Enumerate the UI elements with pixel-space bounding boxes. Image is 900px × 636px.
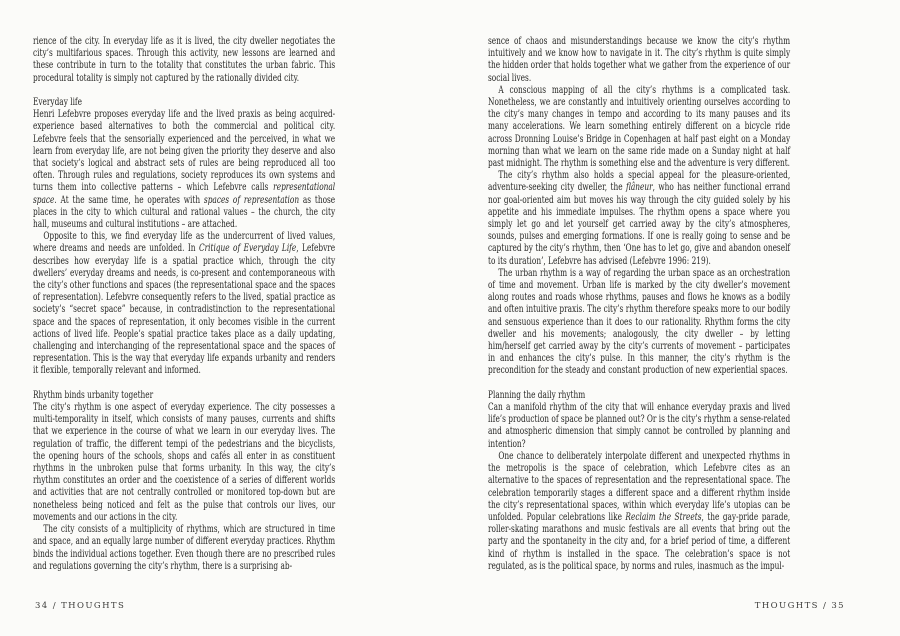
- italic-text-run: flâneur: [625, 182, 653, 194]
- body-paragraph: [488, 36, 790, 85]
- left-page-text-column: [33, 36, 335, 573]
- left-page-footer: 34 / THOUGHTS: [35, 601, 126, 611]
- section-heading: Everyday life: [33, 97, 83, 108]
- text-run: A conscious mapping of all the city’s rhythms is a complicated task. Nonetheless, we are constantly and intuitively orienting ourselves according to the city’s many changes in tempo and according to its many pauses and its many accelerations. We learn something entirely different on a bicycle ride across Dronning Louise’s Bridge in Copenhagen at half past eight on a Monday morning than what we learn on the same ride made on a Sunday night at half past midnight. The rhythm is something else and the adventure is very different.: [488, 84, 791, 170]
- body-paragraph: [488, 268, 790, 378]
- body-paragraph: [488, 451, 790, 573]
- right-page-footer: THOUGHTS / 35: [754, 601, 845, 611]
- text-run: Henri Lefebvre proposes everyday life and the lived praxis as being acquired-experience based alternatives to both the commercial and political city. Lefebvre feels that the sensorially experienced and the perceived, in what we learn from everyday life, are not being given the priority they deserve and also that society’s logical and abstract sets of rules are being reproduced all too often. Through rules and regulations, society reproduces its own systems and turns them into collective patterns – which Lefebvre calls: [33, 109, 336, 194]
- body-paragraph: [33, 231, 335, 377]
- text-run: The city’s rhythm is one aspect of everyday experience. The city possesses a multi-temporality in itself, which consists of many pauses, currents and shifts that we experience in the course of what we learn in our everyday lives. The regulation of traffic, the different tempi of the pedestrians and the bicyclists, the opening hours of the schools, shops and cafés all enter in as constituent rhythms in the unbroken pulse that forms urbanity. In this way, the city’s rhythm constitutes an order and the coexistence of a series of different worlds and activities that are not centrally controlled or monitored top-down but are nonetheless being noticed and felt as the pulse that controls our lives, our movements and our actions in the city.: [33, 402, 336, 523]
- text-run: , who has neither functional errand nor goal-oriented aim but moves his way through the city guided solely by his appetite and his immediate impulses. The rhythm opens a space where you simply let go and let yourself get carried away by the city’s atmospheres, sounds, pulses and emerging formations. If one is really going to sense and be captured by the city’s rhythm, then ‘One has to let go, give and abandon oneself to its duration’, Lefebvre has advised (Lefebvre 1996: 219).: [488, 182, 791, 267]
- text-run: , Lefebvre describes how everyday life is a spatial practice which, through the city dwellers’ everyday dreams and needs, is co-present and contemporaneous with the city’s other functions and spaces (the representational space and the spaces of representation). Lefebvre consequently refers to the lived, spatial practice as society’s “secret space” because, in contradistinction to the representational space and the spaces of representation, it only becomes visible in the current actions of lived life. People’s spatial practice takes place as a daily updating, challenging and interchanging of the representational space and the spaces of representation. This is the way that everyday life expands urbanity and renders it flexible, temporally relevant and informed.: [33, 243, 336, 377]
- body-paragraph: [33, 109, 335, 231]
- section-heading: Rhythm binds urbanity together: [33, 389, 154, 401]
- text-run: , the gay-pride parade, roller-skating marathons and music festivals are all events that bring out the party and the spontaneity in the city and, for a brief period of time, a different kind of rhythm is installed in the space. The celebration’s space is not regulated, as is the political space, by norms and rules, inasmuch as the impul-: [488, 511, 791, 572]
- text-run: The city’s rhythm also holds a special appeal for the pleasure-oriented, adventure-seeking city dweller, the: [488, 170, 791, 194]
- italic-text-run: spaces of representation: [203, 194, 300, 206]
- body-paragraph: [488, 85, 790, 170]
- italic-text-run: representational space: [33, 182, 336, 206]
- body-paragraph: [33, 36, 335, 85]
- text-run: rience of the city. In everyday life as it is lived, the city dweller negotiates the city’s multifarious spaces. Through this activity, new lessons are learned and these contribute in turn to the totality that constitutes the urban fabric. This procedural totality is simply not captured by the rationally divided city.: [33, 36, 336, 84]
- text-run: Can a manifold rhythm of the city that will enhance everyday praxis and lived life’s production of space be planned out? Or is the city’s rhythm a sense-related and atmospheric dimension that simply cannot be controlled by planning and intention?: [488, 402, 791, 450]
- italic-text-run: Critique of Everyday Life: [198, 243, 297, 255]
- text-run: . At the same time, he operates with: [54, 194, 204, 206]
- text-run: Opposite to this, we find everyday life as the undercurrent of lived values, where dreams and needs are unfolded. In: [33, 231, 336, 255]
- body-paragraph: [33, 402, 335, 524]
- body-paragraph: [488, 402, 790, 451]
- right-page-text-column: [488, 36, 790, 573]
- section-heading: Planning the daily rhythm: [488, 389, 586, 401]
- text-run: One chance to deliberately interpolate different and unexpected rhythms in the metropolis is the space of celebration, which Lefebvre cites as an alternative to the spaces of representation and the representational space. The celebration temporarily stages a different space and a different rhythm inside the city’s representational spaces, within which everyday life’s utopias can be unfolded. Popular celebrations like: [488, 450, 791, 523]
- italic-text-run: Reclaim the Streets: [625, 511, 702, 523]
- text-run: sence of chaos and misunderstandings because we know the city’s rhythm intuitively and we know how to navigate in it. The city’s rhythm is quite simply the hidden order that holds together what we gather from the experience of our social lives.: [488, 36, 791, 84]
- text-run: The urban rhythm is a way of regarding the urban space as an orchestration of time and movement. Urban life is marked by the city dweller’s movement along routes and roads whose rhythms, pauses and flows he knows as a bodily and often intuitive praxis. The city’s rhythm therefore speaks more to our bodily and sensuous experience than it does to our rationality. Rhythm forms the city dweller and his movements; analogously, the city dweller – by letting him/herself get carried away by the city’s currents of movement – participates in and enhances the city’s pulse. In this manner, the city’s rhythm is the precondition for the steady and constant production of new experiential spaces.: [488, 267, 791, 377]
- text-run: as those places in the city to which cultural and rational values – the church, the city hall, museums and cultural institutions – are attached.: [33, 194, 336, 231]
- body-paragraph: [33, 524, 335, 573]
- body-paragraph: [488, 170, 790, 268]
- text-run: The city consists of a multiplicity of rhythms, which are structured in time and space, and an equally large number of different everyday practices. Rhythm binds the individual actions together. Even though there are no prescribed rules and regulations governing the city’s rhythm, there is a surprising ab-: [33, 524, 336, 572]
